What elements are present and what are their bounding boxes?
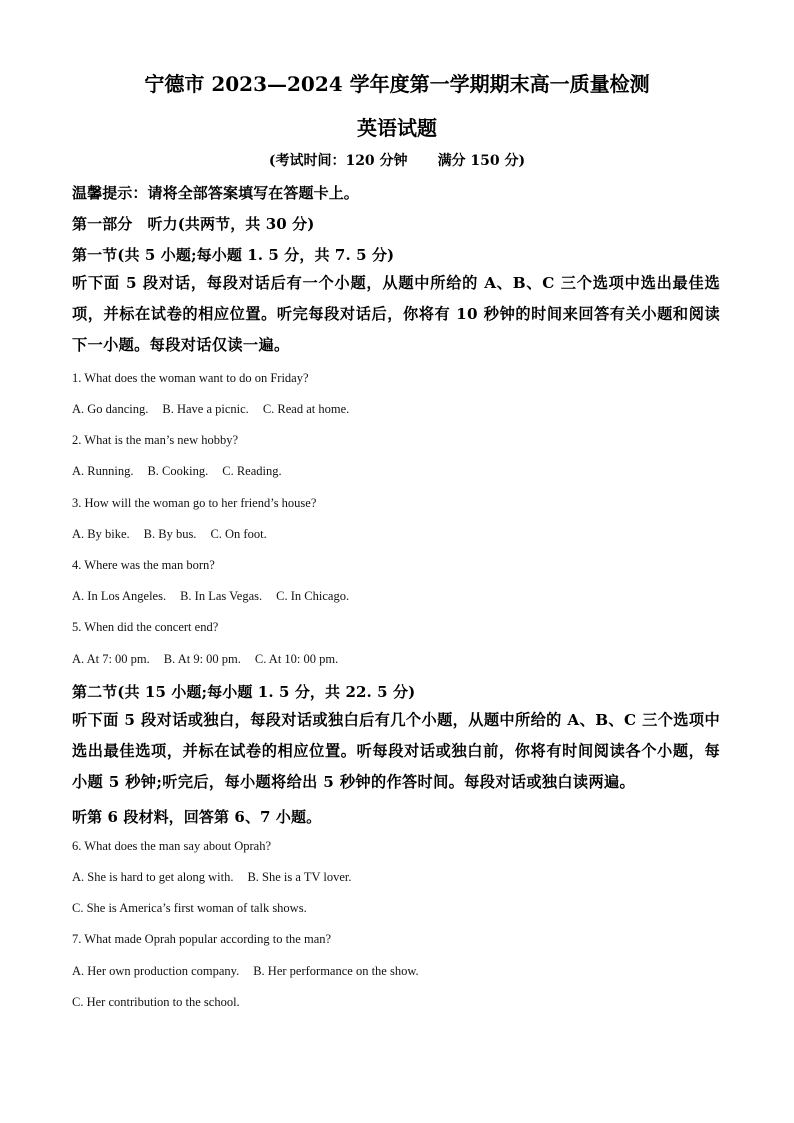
question-2-stem: 2. What is the man’s new hobby? [72,433,239,447]
material-6-heading: 听第 6 段材料，回答第 6、7 小题。 [72,808,322,826]
option-b: B. Cooking. [147,464,209,478]
option-a: A. She is hard to get along with. [72,870,234,884]
option-a: A. Her own production company. [72,964,240,978]
section1-instructions: 听下面 5 段对话，每段对话后有一个小题，从题中所给的 A、B、C 三个选项中选出最佳选项，并标在试卷的相应位置。听完每段对话后，你将有 10 秒钟的时间来回答有关小题和阅读下一小题。每段对话仅读一遍。 [72,274,720,354]
question-3-stem: 3. How will the woman go to her friend’s house? [72,496,317,510]
question-5-stem: 5. When did the concert end? [72,620,219,634]
question-6-stem: 6. What does the man say about Oprah? [72,839,272,853]
option-c: C. In Chicago. [276,589,350,603]
option-a: A. At 7: 00 pm. [72,652,150,666]
option-c: C. Read at home. [262,402,350,416]
option-b: B. At 9: 00 pm. [163,652,241,666]
option-c: C. Reading. [222,464,282,478]
section2-heading: 第二节(共 15 小题;每小题 1. 5 分，共 22. 5 分) [72,683,416,701]
section2-instructions: 听下面 5 段对话或独白，每段对话或独白后有几个小题，从题中所给的 A、B、C 三个选项中选出最佳选项，并标在试卷的相应位置。听每段对话或独白前，你将有时间阅读各个小题，每小题 5 秒钟;听完后，每小题将给出 5 秒钟的作答时间。每段对话或独白读两遍。 [72,711,720,791]
option-c: C. On foot. [210,527,267,541]
option-a: A. Go dancing. [72,402,149,416]
exam-title: 宁德市 2023—2024 学年度第一学期期末高一质量检测 [144,72,650,96]
option-b: B. Her performance on the show. [253,964,419,978]
subject-title: 英语试题 [357,116,437,140]
question-6-option-c: C. She is America’s first woman of talk shows. [72,901,307,915]
exam-time: (考试时间：120 分钟 [268,153,408,169]
option-a: A. In Los Angeles. [72,589,167,603]
question-1-options [72,402,363,417]
exam-info [0,150,794,170]
option-b: B. By bus. [143,527,197,541]
exam-full-score: 满分 150 分) [437,153,526,169]
question-7-options [72,964,433,979]
question-4-options [72,589,363,604]
part1-heading: 第一部分 听力(共两节，共 30 分) [72,215,315,233]
question-3-options [72,527,281,542]
option-a: A. Running. [72,464,134,478]
question-7-option-c: C. Her contribution to the school. [72,995,240,1009]
option-b: B. She is a TV lover. [247,870,352,884]
section1-heading: 第一节(共 5 小题;每小题 1. 5 分，共 7. 5 分) [72,246,395,264]
question-1-stem: 1. What does the woman want to do on Friday? [72,371,309,385]
option-a: A. By bike. [72,527,130,541]
question-2-options [72,464,296,479]
option-b: B. In Las Vegas. [180,589,263,603]
option-b: B. Have a picnic. [162,402,249,416]
option-c: C. At 10: 00 pm. [254,652,339,666]
question-6-options [72,870,366,885]
question-7-stem: 7. What made Oprah popular according to the man? [72,932,332,946]
question-4-stem: 4. Where was the man born? [72,558,215,572]
question-5-options [72,652,352,667]
tip-text: 温馨提示：请将全部答案填写在答题卡上。 [72,184,359,202]
